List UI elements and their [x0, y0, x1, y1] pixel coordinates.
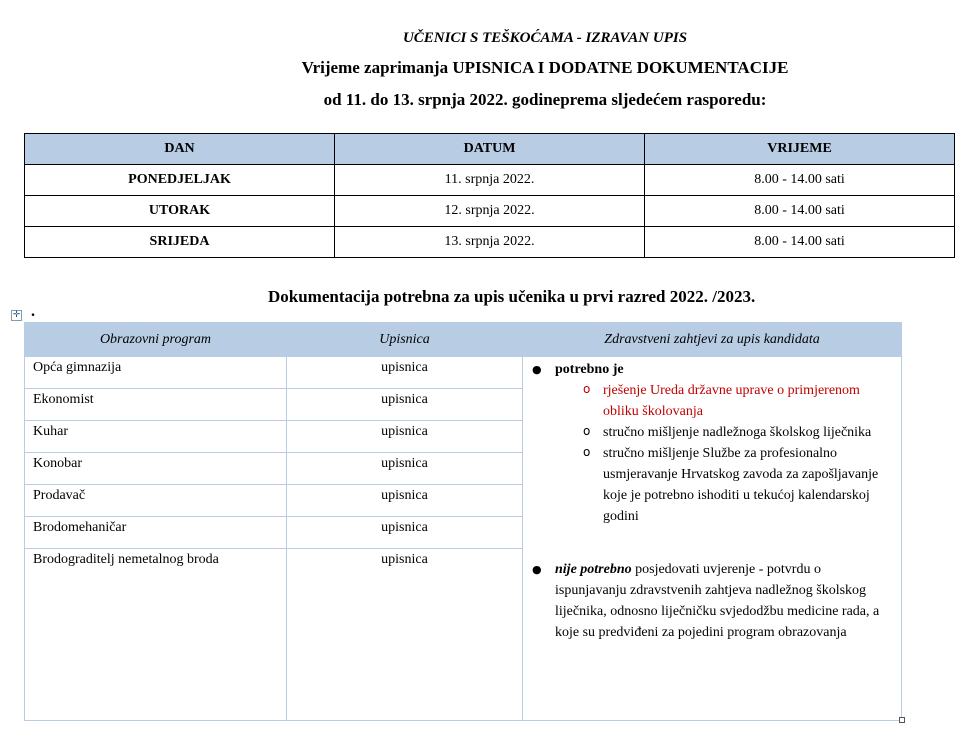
requirement-bullet-required — [529, 359, 891, 527]
program-name: Ekonomist — [25, 389, 287, 421]
program-form: upisnica — [287, 517, 523, 549]
table-row — [25, 196, 955, 227]
list-item — [555, 443, 891, 527]
docs-header-form: Upisnica — [287, 323, 523, 357]
docs-title: Dokumentacija potrebna za upis učenika u prvi razred 2022. /2023. — [268, 287, 756, 306]
table-row — [25, 357, 902, 389]
program-name: Opća gimnazija — [25, 357, 287, 389]
heading-line-3: od 11. do 13. srpnja 2022. godineprema sljedećem rasporedu: — [323, 90, 767, 109]
schedule-header-date: DATUM — [335, 134, 645, 165]
program-form: upisnica — [287, 389, 523, 421]
heading-line-2: Vrijeme zaprimanja UPISNICA I DODATNE DOKUMENTACIJE — [301, 58, 789, 77]
bullet-icon: ● — [532, 363, 542, 376]
schedule-day: UTORAK — [25, 196, 335, 227]
circle-bullet-icon: o — [583, 424, 591, 438]
table-row — [25, 227, 955, 258]
program-name: Konobar — [25, 453, 287, 485]
docs-header-program: Obrazovni program — [25, 323, 287, 357]
circle-bullet-icon: o — [583, 382, 591, 396]
schedule-date: 13. srpnja 2022. — [335, 227, 645, 258]
schedule-table — [24, 133, 955, 258]
schedule-day: PONEDJELJAK — [25, 165, 335, 196]
docs-header-requirements: Zdravstveni zahtjevi za upis kandidata — [523, 323, 902, 357]
schedule-header-time: VRIJEME — [645, 134, 955, 165]
requirement-text: stručno mišljenje nadležnoga školskog liječnika — [603, 425, 872, 440]
schedule-header-row — [25, 134, 955, 165]
list-item — [555, 422, 891, 443]
docs-header-row — [25, 323, 902, 357]
program-form: upisnica — [287, 453, 523, 485]
program-name: Brodomehaničar — [25, 517, 287, 549]
requirement-bullet-not-required — [529, 559, 891, 643]
program-name: Prodavač — [25, 485, 287, 517]
heading-line-1: UČENICI S TEŠKOĆAMA - IZRAVAN UPIS — [402, 30, 688, 46]
required-list — [555, 380, 891, 527]
program-name: Brodograditelj nemetalnog broda — [25, 549, 287, 721]
documentation-table — [24, 322, 902, 721]
table-resize-handle[interactable] — [899, 717, 905, 723]
schedule-time: 8.00 - 14.00 sati — [645, 227, 955, 258]
schedule-time: 8.00 - 14.00 sati — [645, 196, 955, 227]
not-required-text: posjedovati uvjerenje - potvrdu o ispunjavanju zdravstvenih zahtjeva nadležnog školskog liječnika, odnosno liječničku svjedodžbu medicine rada, a koje su predviđeni za pojedini program obrazovanja — [555, 562, 880, 640]
table-move-handle-icon[interactable]: ✛ — [12, 310, 21, 320]
program-form: upisnica — [287, 421, 523, 453]
program-form: upisnica — [287, 485, 523, 517]
program-name: Kuhar — [25, 421, 287, 453]
circle-bullet-icon: o — [583, 445, 591, 459]
required-label: potrebno je — [555, 362, 624, 377]
schedule-time: 8.00 - 14.00 sati — [645, 165, 955, 196]
bullet-icon: ● — [532, 563, 542, 576]
table-row — [25, 165, 955, 196]
requirements-cell — [523, 357, 902, 721]
not-required-label: nije potrebno — [555, 562, 632, 577]
program-form: upisnica — [287, 357, 523, 389]
schedule-day: SRIJEDA — [25, 227, 335, 258]
schedule-header-day: DAN — [25, 134, 335, 165]
schedule-date: 12. srpnja 2022. — [335, 196, 645, 227]
paragraph-mark: . — [31, 303, 35, 320]
requirement-text: rješenje Ureda državne uprave o primjerenom obliku školovanja — [603, 383, 860, 419]
list-item — [555, 380, 891, 422]
schedule-date: 11. srpnja 2022. — [335, 165, 645, 196]
program-form: upisnica — [287, 549, 523, 721]
requirement-text: stručno mišljenje Službe za profesionalno usmjeravanje Hrvatskog zavoda za zapošljavanje koje je potrebno ishoditi u tekućoj kalendarskoj godini — [603, 446, 879, 524]
